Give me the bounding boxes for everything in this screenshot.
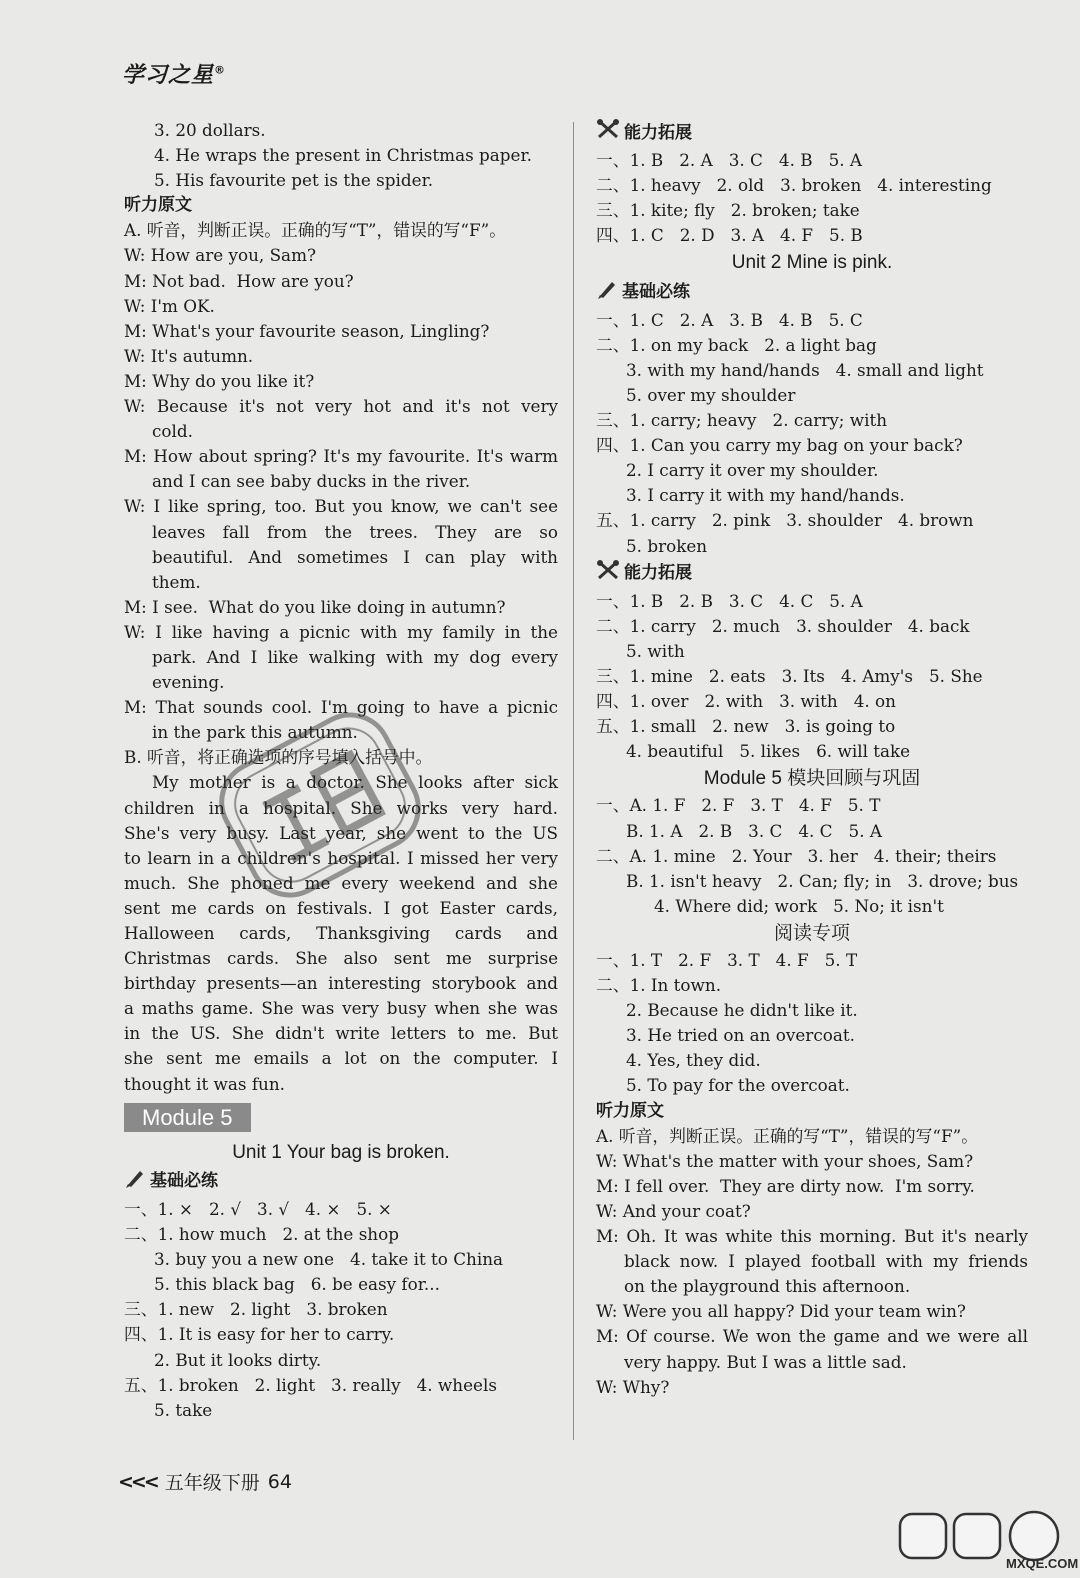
text-line: 4. He wraps the present in Christmas paper.: [154, 145, 532, 166]
text-line: park. And I like walking with my dog every: [152, 646, 558, 667]
section-heading: [124, 193, 558, 218]
text-line: 四、1. Can you carry my bag on your back?: [596, 435, 963, 456]
text-line: W: I'm OK.: [124, 295, 215, 316]
text-line: 三、1. mine 2. eats 3. Its 4. Amy's 5. She: [596, 665, 983, 686]
text-line: 二、1. heavy 2. old 3. broken 4. interesting: [596, 175, 992, 196]
text-line: 二、1. on my back 2. a light bag: [596, 334, 877, 355]
section-heading: [596, 1099, 1028, 1124]
text-line: 4. Where did; work 5. No; it isn't: [654, 895, 944, 916]
text-line: 2. I carry it over my shoulder.: [626, 460, 879, 481]
text-line: 5. with: [626, 640, 685, 661]
section-heading: [596, 278, 1028, 308]
text-line: 二、1. In town.: [596, 975, 722, 996]
watermark-site: MXQE.COM: [1006, 1556, 1079, 1571]
text-line: 3. I carry it with my hand/hands.: [626, 485, 905, 506]
text-line: birthday presents—an interesting storybook and: [124, 973, 558, 994]
text-line: she sent me emails a lot on the computer. I: [124, 1048, 558, 1069]
ink-stamp: [200, 690, 440, 920]
page-footer: [118, 1468, 292, 1495]
text-line: B. 1. isn't heavy 2. Can; fly; in 3. drove; bus: [626, 870, 1019, 891]
tools-icon: [596, 559, 620, 589]
text-line: W: Why?: [596, 1376, 670, 1397]
section-heading-label: 听力原文: [596, 1100, 664, 1121]
right-column: [596, 118, 1028, 1400]
text-line: W: And your coat?: [596, 1200, 751, 1221]
text-line: 一、1. T 2. F 3. T 4. F 5. T: [596, 950, 858, 970]
text-line: M: How about spring? It's my favourite. It's warm: [124, 446, 558, 467]
text-line: 一、1. C 2. A 3. B 4. B 5. C: [596, 309, 863, 330]
text-line: W: Because it's not very hot and it's not very: [124, 396, 558, 417]
section-heading-label: 能力拓展: [624, 122, 692, 143]
text-line: 四、1. C 2. D 3. A 4. F 5. B: [596, 225, 863, 246]
section-heading: [596, 559, 1028, 589]
text-line: W: Were you all happy? Did your team win?: [596, 1301, 966, 1322]
text-line: 3. He tried on an overcoat.: [626, 1025, 855, 1046]
text-line: black now. I played football with my friends: [624, 1251, 1028, 1272]
brand-logo: [122, 58, 226, 89]
text-line: 5. To pay for the overcoat.: [626, 1075, 850, 1096]
text-line: on the playground this afternoon.: [624, 1276, 911, 1297]
text-line: thought it was fun.: [124, 1073, 286, 1094]
unit-title: 阅读专项: [773, 922, 850, 944]
section-heading-label: 能力拓展: [624, 563, 692, 584]
text-line: W: I like spring, too. But you know, we can't see: [124, 496, 558, 517]
text-line: very happy. But I was a little sad.: [624, 1351, 907, 1372]
text-line: 5. over my shoulder: [626, 384, 796, 405]
text-line: Halloween cards, Thanksgiving cards and: [124, 923, 558, 943]
text-line: B. 听音，将正确选项的序号填入括号中。: [124, 747, 433, 768]
text-line: 5. broken: [626, 535, 708, 556]
brand-name: 学习之星: [122, 63, 215, 88]
text-line: 一、A. 1. F 2. F 3. T 4. F 5. T: [596, 795, 881, 816]
text-line: 一、1. B 2. A 3. C 4. B 5. A: [596, 150, 863, 171]
text-line: M: Oh. It was white this morning. But it's nearly: [596, 1226, 1028, 1247]
text-line: 2. But it looks dirty.: [154, 1349, 322, 1370]
text-line: 5. take: [154, 1399, 213, 1420]
text-line: 三、1. carry; heavy 2. carry; with: [596, 410, 888, 431]
text-line: W: How are you, Sam?: [124, 245, 316, 266]
text-line: M: Not bad. How are you?: [124, 270, 354, 291]
text-line: 三、1. kite; fly 2. broken; take: [596, 200, 860, 221]
text-line: 五、1. small 2. new 3. is going to: [596, 716, 896, 737]
text-line: 二、A. 1. mine 2. Your 3. her 4. their; theirs: [596, 845, 997, 866]
text-line: 二、1. how much 2. at the shop: [124, 1224, 399, 1245]
text-line: 5. this black bag 6. be easy for...: [154, 1274, 440, 1295]
text-line: 4. Yes, they did.: [626, 1050, 761, 1071]
text-line: and I can see baby ducks in the river.: [152, 471, 471, 492]
text-line: leaves fall from the trees. They are so: [152, 521, 558, 542]
text-line: beautiful. And sometimes I can play with: [152, 546, 558, 567]
unit-title: Unit 1 Your bag is broken.: [232, 1141, 450, 1163]
text-line: 3. 20 dollars.: [154, 120, 266, 140]
text-line: 一、1. B 2. B 3. C 4. C 5. A: [596, 590, 863, 611]
text-line: 3. with my hand/hands 4. small and light: [626, 359, 984, 380]
text-line: M: What's your favourite season, Lingling?: [124, 320, 490, 341]
text-line: M: Of course. We won the game and we were all: [596, 1326, 1028, 1347]
text-line: 一、1. × 2. √ 3. √ 4. × 5. ×: [124, 1198, 392, 1219]
unit-title: Unit 2 Mine is pink.: [731, 252, 893, 274]
text-line: evening.: [152, 672, 225, 693]
text-line: to learn in a children's hospital. I missed her very: [124, 847, 558, 868]
tools-icon: [596, 118, 620, 148]
text-line: 五、1. carry 2. pink 3. shoulder 4. brown: [596, 510, 974, 531]
pencil-icon: [124, 1167, 146, 1197]
text-line: 4. beautiful 5. likes 6. will take: [626, 741, 911, 762]
module-heading: [124, 1097, 558, 1138]
text-line: She's very busy. Last year, she went to the US: [124, 822, 558, 843]
text-line: 二、1. carry 2. much 3. shoulder 4. back: [596, 615, 970, 636]
section-heading-label: 基础必练: [150, 1171, 218, 1192]
page-number: 64: [267, 1470, 292, 1493]
text-line: M: I fell over. They are dirty now. I'm sorry.: [596, 1175, 975, 1196]
section-heading: [124, 1167, 558, 1197]
column-divider: [573, 122, 574, 1440]
text-line: 四、1. It is easy for her to carry.: [124, 1324, 395, 1345]
text-line: much. She phoned me every weekend and she: [124, 872, 558, 893]
text-line: children in a hospital. She works very hard.: [124, 797, 558, 818]
text-line: in the US. She didn't write letters to me. But: [124, 1023, 558, 1044]
text-line: My mother is a doctor. She looks after sick: [152, 772, 558, 793]
text-line: in the park this autumn.: [152, 722, 358, 743]
text-line: M: Why do you like it?: [124, 370, 315, 391]
text-line: A. 听音，判断正误。正确的写“T”，错误的写“F”。: [596, 1125, 979, 1146]
unit-title: Module 5 模块回顾与巩固: [703, 768, 921, 790]
text-line: W: It's autumn.: [124, 345, 254, 366]
text-line: W: I like having a picnic with my family in the: [124, 621, 558, 642]
grade-label: 五年级下册: [164, 1472, 260, 1494]
pencil-icon: [596, 278, 618, 308]
text-line: W: What's the matter with your shoes, Sam?: [596, 1150, 974, 1171]
text-line: 四、1. over 2. with 3. with 4. on: [596, 691, 896, 712]
section-heading-label: 基础必练: [622, 282, 690, 303]
text-line: M: That sounds cool. I'm going to have a picnic: [124, 697, 558, 718]
text-line: them.: [152, 571, 201, 592]
text-line: a maths game. She was very busy when she was: [124, 998, 558, 1019]
text-line: Christmas cards. She also sent me surprise: [124, 948, 558, 969]
text-line: 5. His favourite pet is the spider.: [154, 170, 434, 191]
text-line: 3. buy you a new one 4. take it to China: [154, 1249, 504, 1270]
text-line: cold.: [152, 421, 193, 442]
section-heading: [596, 118, 1028, 148]
text-line: A. 听音，判断正误。正确的写“T”，错误的写“F”。: [124, 220, 507, 241]
text-line: 2. Because he didn't like it.: [626, 1000, 858, 1021]
section-heading-label: 听力原文: [124, 195, 192, 216]
text-line: sent me cards on festivals. I got Easter cards,: [124, 897, 558, 918]
text-line: 三、1. new 2. light 3. broken: [124, 1299, 388, 1320]
module-badge: Module 5: [124, 1103, 251, 1132]
text-line: 五、1. broken 2. light 3. really 4. wheels: [124, 1374, 497, 1395]
registered-mark: ®: [214, 63, 227, 77]
back-arrows-icon: <<<: [118, 1470, 157, 1493]
text-line: M: I see. What do you like doing in autumn?: [124, 596, 506, 617]
text-line: B. 1. A 2. B 3. C 4. C 5. A: [626, 820, 882, 841]
